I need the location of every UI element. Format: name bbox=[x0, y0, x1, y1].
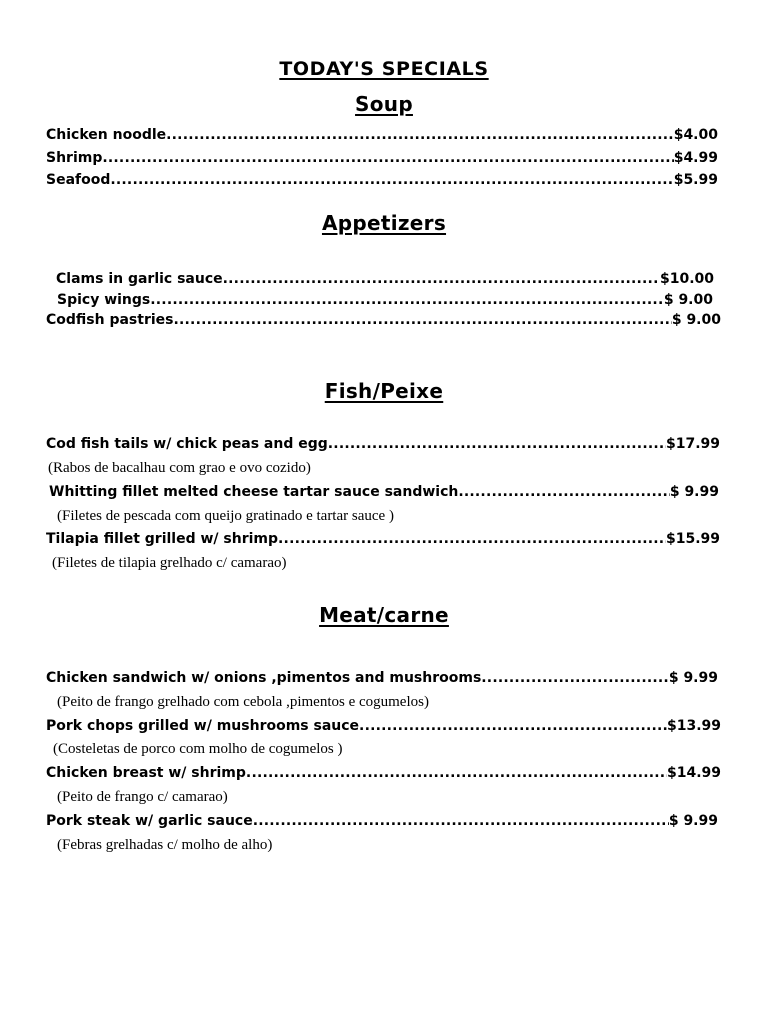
dot-leader bbox=[458, 483, 669, 501]
dot-leader bbox=[359, 717, 667, 735]
item-price: $13.99 bbox=[666, 718, 721, 734]
item-name: Cod fish tails w/ chick peas and egg bbox=[46, 436, 328, 452]
item-price: $ 9.00 bbox=[671, 312, 721, 328]
menu-item-whitting-fillet bbox=[49, 483, 719, 501]
menu-item-cod-fish-tails bbox=[46, 435, 720, 453]
menu-item-shrimp bbox=[46, 149, 718, 167]
item-translation: (Febras grelhadas c/ molho de alho) bbox=[57, 837, 273, 853]
menu-item-tilapia-fillet bbox=[46, 530, 720, 548]
item-price: $17.99 bbox=[665, 436, 720, 452]
item-name: Codfish pastries bbox=[46, 312, 174, 328]
section-heading-soup: Soup bbox=[355, 92, 413, 116]
item-name: Seafood bbox=[46, 172, 111, 188]
dot-leader bbox=[481, 669, 669, 687]
item-translation: (Rabos de bacalhau com grao e ovo cozido) bbox=[48, 460, 311, 476]
item-price: $5.99 bbox=[673, 172, 718, 188]
dot-leader bbox=[102, 149, 673, 167]
dot-leader bbox=[253, 812, 669, 830]
menu-item-chicken-noodle bbox=[46, 126, 718, 144]
page-title: TODAY'S SPECIALS bbox=[279, 58, 489, 80]
item-translation: (Costeletas de porco com molho de cogumelos ) bbox=[53, 741, 343, 757]
item-price: $ 9.99 bbox=[669, 484, 719, 500]
item-price: $4.99 bbox=[673, 150, 718, 166]
item-translation: (Filetes de pescada com queijo gratinado e tartar sauce ) bbox=[57, 508, 394, 524]
menu-item-clams-garlic-sauce bbox=[56, 270, 714, 288]
item-name: Chicken sandwich w/ onions ,pimentos and mushrooms bbox=[46, 670, 482, 686]
item-price: $14.99 bbox=[666, 765, 721, 781]
item-translation: (Peito de frango c/ camarao) bbox=[57, 789, 228, 805]
item-name: Pork steak w/ garlic sauce bbox=[46, 813, 253, 829]
menu-item-seafood bbox=[46, 171, 718, 189]
item-name: Tilapia fillet grilled w/ shrimp bbox=[46, 531, 279, 547]
item-price: $10.00 bbox=[659, 271, 714, 287]
menu-item-pork-steak bbox=[46, 812, 718, 830]
item-price: $ 9.99 bbox=[668, 670, 718, 686]
dot-leader bbox=[174, 311, 672, 329]
menu-item-chicken-sandwich bbox=[46, 669, 718, 687]
menu-item-pork-chops bbox=[46, 717, 721, 735]
item-translation: (Peito de frango grelhado com cebola ,pimentos e cogumelos) bbox=[57, 694, 429, 710]
dot-leader bbox=[110, 171, 673, 189]
section-heading-meat: Meat/carne bbox=[319, 603, 449, 627]
item-translation: (Filetes de tilapia grelhado c/ camarao) bbox=[52, 555, 287, 571]
menu-item-chicken-breast bbox=[46, 764, 721, 782]
dot-leader bbox=[150, 291, 664, 309]
menu-item-codfish-pastries bbox=[46, 311, 721, 329]
item-price: $ 9.00 bbox=[663, 292, 713, 308]
item-name: Shrimp bbox=[46, 150, 103, 166]
item-name: Spicy wings bbox=[57, 292, 151, 308]
section-heading-fish: Fish/Peixe bbox=[324, 379, 444, 403]
item-name: Pork chops grilled w/ mushrooms sauce bbox=[46, 718, 360, 734]
dot-leader bbox=[278, 530, 666, 548]
item-name: Clams in garlic sauce bbox=[56, 271, 223, 287]
item-name: Chicken breast w/ shrimp bbox=[46, 765, 246, 781]
item-price: $15.99 bbox=[665, 531, 720, 547]
item-name: Whitting fillet melted cheese tartar sauce sandwich bbox=[49, 484, 459, 500]
item-name: Chicken noodle bbox=[46, 127, 167, 143]
menu-item-spicy-wings bbox=[57, 291, 713, 309]
section-heading-appetizers: Appetizers bbox=[321, 211, 447, 235]
item-price: $ 9.99 bbox=[668, 813, 718, 829]
item-price: $4.00 bbox=[673, 127, 718, 143]
dot-leader bbox=[328, 435, 666, 453]
dot-leader bbox=[166, 126, 674, 144]
dot-leader bbox=[246, 764, 667, 782]
dot-leader bbox=[223, 270, 660, 288]
